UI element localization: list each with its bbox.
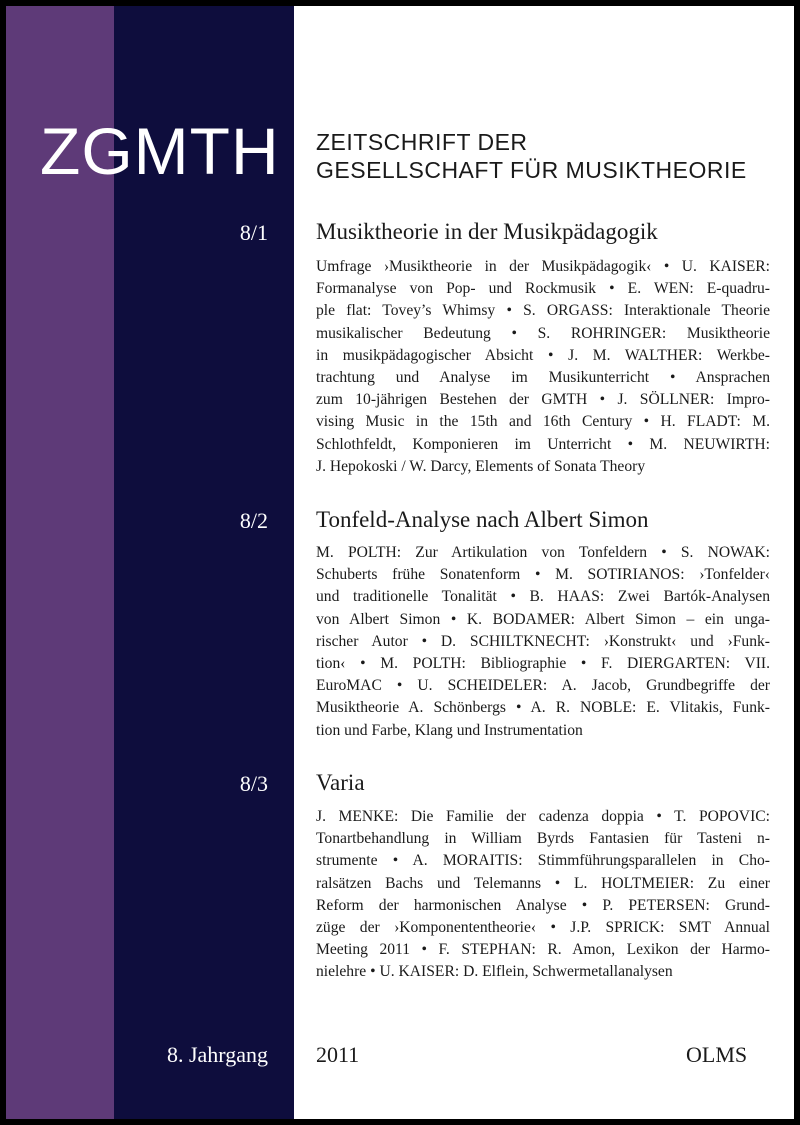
contents-line: Tonartbehandlung in William Byrds Fantasien für Tasteni n- — [316, 830, 770, 848]
issue-contents-1 — [316, 256, 770, 478]
subtitle-line-1: ZEITSCHRIFT DER — [316, 129, 528, 155]
issue-title-1: Musiktheorie in der Musikpädagogik — [316, 219, 658, 244]
contents-line: Meeting 2011 • F. STEPHAN: R. Amon, Lexikon der Harmo- — [316, 941, 770, 959]
contents-line: EuroMAC • U. SCHEIDELER: A. Jacob, Grundbegriffe der — [316, 677, 770, 695]
issue-contents-3 — [316, 806, 770, 984]
contents-line: tion und Farbe, Klang und Instrumentation — [316, 721, 583, 739]
contents-line: M. POLTH: Zur Artikulation von Tonfeldern • S. NOWAK: — [316, 544, 770, 561]
contents-line: Schuberts frühe Sonatenform • M. SOTIRIANOS: ›Tonfelder‹ — [316, 566, 770, 584]
volume-label: 8. Jahrgang — [166, 1042, 268, 1067]
contents-line: in musikpädagogischer Absicht • J. M. WALTHER: Werkbe- — [316, 346, 770, 364]
issue-contents-2 — [316, 542, 770, 742]
contents-line: vising Music in the 15th and 16th Century • H. FLADT: M. — [316, 413, 770, 431]
year-label: 2011 — [316, 1042, 360, 1067]
journal-cover — [6, 6, 794, 1119]
contents-line: Schlothfeldt, Komponieren im Unterricht • M. NEUWIRTH: — [316, 435, 770, 453]
contents-line: ralsätzen Bachs und Telemanns • L. HOLTMEIER: Zu einer — [316, 874, 770, 892]
contents-line: musikalischer Bedeutung • S. ROHRINGER: Musiktheorie — [316, 324, 770, 342]
issue-number-3: 8/3 — [239, 771, 268, 796]
subtitle-line-2: GESELLSCHAFT FÜR MUSIKTHEORIE — [316, 157, 747, 183]
issue-number-2: 8/2 — [239, 508, 268, 533]
contents-line: Umfrage ›Musiktheorie in der Musikpädagogik‹ • U. KAISER: — [316, 258, 770, 275]
contents-line: J. Hepokoski / W. Darcy, Elements of Sonata Theory — [316, 457, 646, 475]
issue-number-1: 8/1 — [239, 220, 268, 245]
contents-line: zum 10-jährigen Bestehen der GMTH • J. SÖLLNER: Impro- — [316, 391, 770, 409]
contents-line: und traditionelle Tonalität • B. HAAS: Zwei Bartók-Analysen — [316, 588, 770, 606]
contents-line: Reform der harmonischen Analyse • P. PETERSEN: Grund- — [316, 896, 770, 914]
issue-title-3: Varia — [316, 770, 365, 795]
contents-line: strumente • A. MORAITIS: Stimmführungsparallelen in Cho- — [316, 852, 770, 870]
contents-line: Musiktheorie A. Schönbergs • A. R. NOBLE: E. Vlitakis, Funk- — [316, 699, 770, 717]
contents-line: J. MENKE: Die Familie der cadenza doppia • T. POPOVIC: — [316, 808, 770, 825]
contents-line: tion‹ • M. POLTH: Bibliographie • F. DIERGARTEN: VII. — [316, 655, 770, 673]
contents-line: züge der ›Komponententheorie‹ • J.P. SPRICK: SMT Annual — [316, 919, 770, 937]
journal-logo: ZGMTH — [40, 114, 280, 188]
journal-subtitle — [316, 128, 747, 184]
contents-line: von Albert Simon • K. BODAMER: Albert Simon – ein unga- — [316, 610, 770, 628]
contents-line: Formanalyse von Pop- und Rockmusik • E. WEN: E-quadru- — [316, 280, 770, 298]
contents-line: trachtung und Analyse im Musikunterricht • Ansprachen — [316, 369, 770, 387]
publisher-label: OLMS — [686, 1042, 748, 1067]
contents-line: rischer Autor • D. SCHILTKNECHT: ›Konstrukt‹ und ›Funk- — [316, 632, 770, 650]
contents-line: nielehre • U. KAISER: D. Elflein, Schwermetallanalysen — [316, 963, 673, 981]
issue-title-2: Tonfeld-Analyse nach Albert Simon — [316, 507, 649, 532]
contents-line: ple flat: Tovey’s Whimsy • S. ORGASS: Interaktionale Theorie — [316, 302, 770, 320]
